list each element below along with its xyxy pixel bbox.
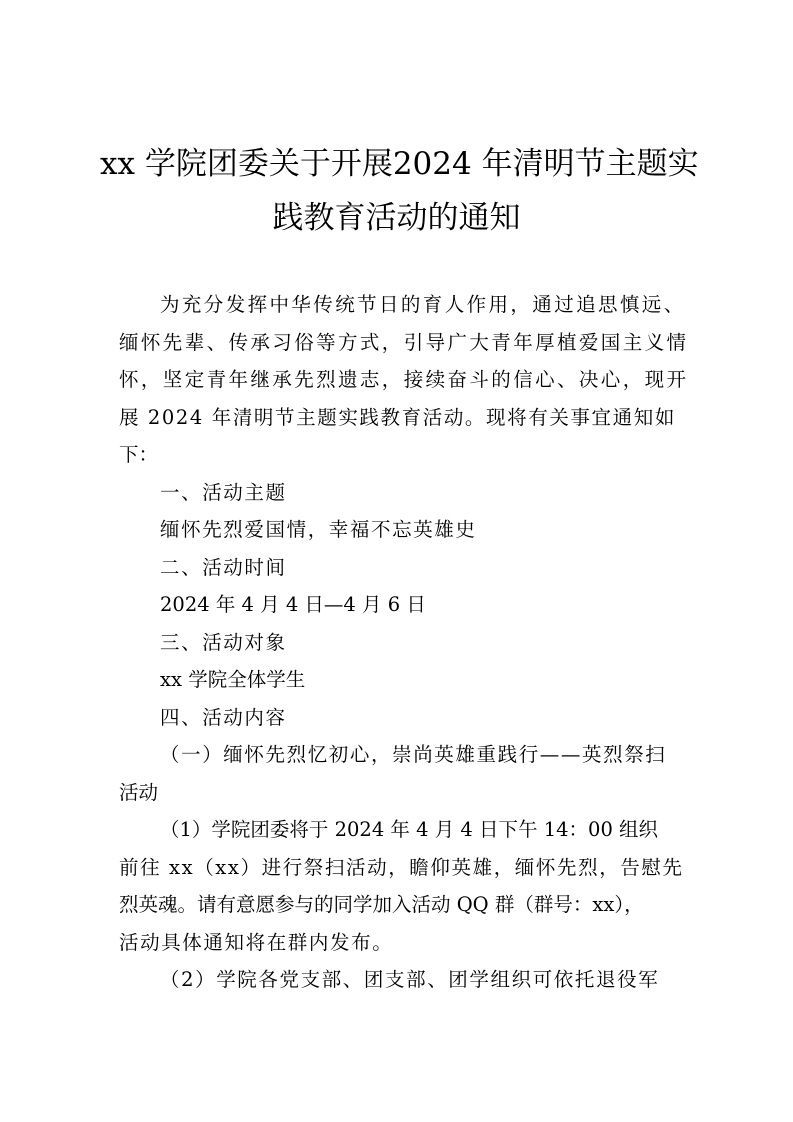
section-2-heading: 二、活动时间 <box>160 555 287 579</box>
intro-line: 展 2024 年清明节主题实践教育活动。现将有关事宜通知如 <box>119 405 676 429</box>
section-2 <box>119 549 679 624</box>
section-1 <box>119 474 679 549</box>
section-1-content: 缅怀先烈爱国情，幸福不忘英雄史 <box>160 518 477 541</box>
section-4 <box>119 699 679 737</box>
subsection-1-line: 活动 <box>119 780 159 804</box>
item-1-line: 活动具体通知将在群内发布。 <box>119 930 394 954</box>
intro-line: 为充分发挥中华传统节日的育人作用，通过追思慎远、 <box>160 293 686 316</box>
item-1-line: 前往 xx（xx）进行祭扫活动，瞻仰英雄，缅怀先烈，告慰先 <box>119 855 684 879</box>
section-3 <box>119 624 679 699</box>
intro-paragraph <box>119 286 689 474</box>
subsection-1-line: （一）缅怀先烈忆初心，崇尚英雄重践行——英烈祭扫 <box>160 743 667 766</box>
document-title-line-2: 践教育活动的通知 <box>272 200 521 236</box>
item-2 <box>119 961 679 999</box>
section-3-content: xx 学院全体学生 <box>160 668 306 691</box>
item-1-line: （1）学院团委将于 2024 年 4 月 4 日下午 14：00 组织 <box>160 818 659 841</box>
section-1-heading: 一、活动主题 <box>160 480 287 504</box>
section-2-content: 2024 年 4 月 4 日—4 月 6 日 <box>160 593 426 616</box>
item-2-line: （2）学院各党支部、团支部、团学组织可依托退役军 <box>160 968 660 991</box>
item-1-line: 烈英魂。请有意愿参与的同学加入活动 QQ 群（群号：xx）， <box>119 893 644 916</box>
subsection-1 <box>119 736 679 811</box>
section-4-heading: 四、活动内容 <box>160 705 287 729</box>
document-title-line-1: xx 学院团委关于开展2024 年清明节主题实 <box>100 146 699 182</box>
intro-line: 缅怀先辈、传承习俗等方式，引导广大青年厚植爱国主义情 <box>119 330 689 354</box>
intro-line: 怀，坚定青年继承先烈遗志，接续奋斗的信心、决心，现开 <box>119 368 689 391</box>
section-3-heading: 三、活动对象 <box>160 630 287 654</box>
intro-line: 下： <box>119 443 159 466</box>
item-1 <box>119 811 684 961</box>
document-body <box>119 286 689 999</box>
